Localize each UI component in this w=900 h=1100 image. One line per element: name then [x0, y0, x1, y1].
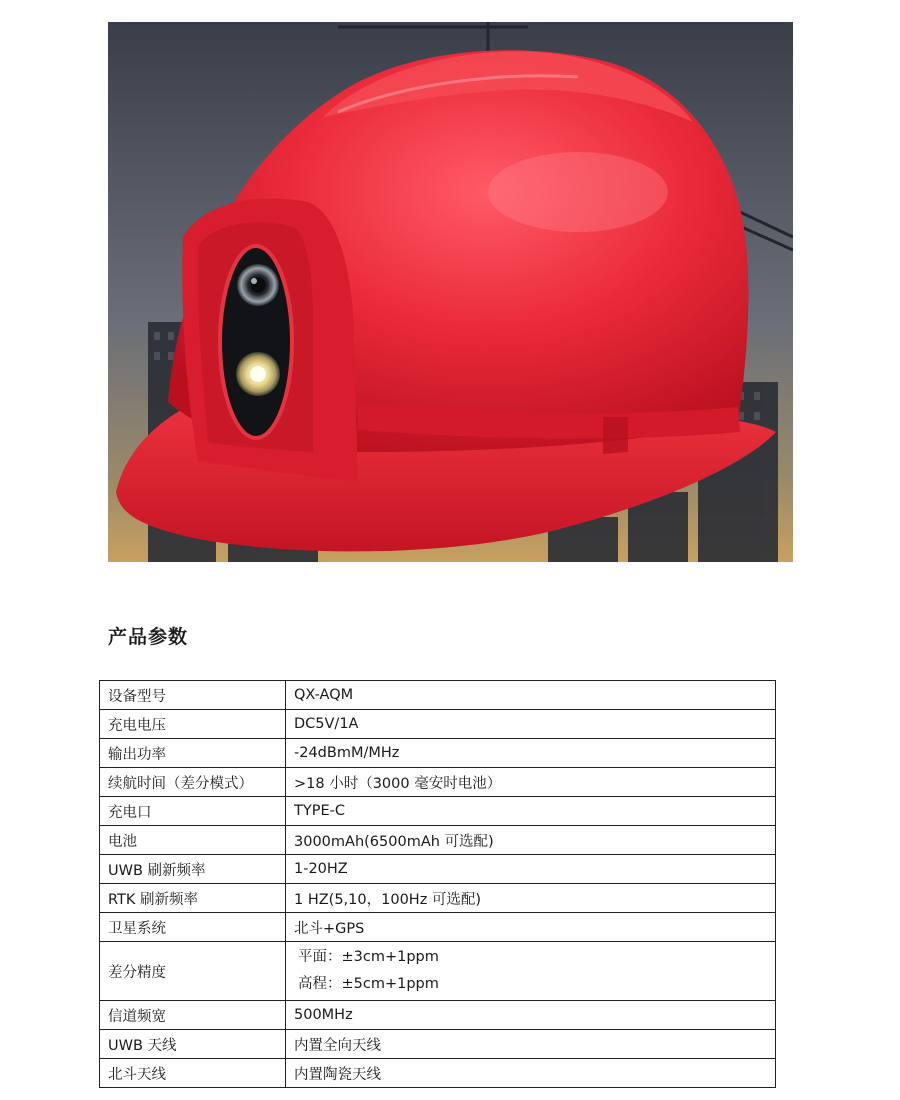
- spec-label: RTK 刷新频率: [100, 884, 286, 913]
- spec-label: 设备型号: [100, 681, 286, 710]
- table-row: [100, 1059, 776, 1088]
- table-row: [100, 942, 776, 1001]
- table-row: [100, 855, 776, 884]
- spec-label: 北斗天线: [100, 1059, 286, 1088]
- spec-value: [286, 942, 776, 1001]
- spec-value: 500MHz: [286, 1001, 776, 1030]
- spec-label: 卫星系统: [100, 913, 286, 942]
- spec-table: [99, 680, 776, 1088]
- table-row: [100, 797, 776, 826]
- spec-value: -24dBmM/MHz: [286, 739, 776, 768]
- spec-value: 内置全向天线: [286, 1030, 776, 1059]
- spec-label: UWB 天线: [100, 1030, 286, 1059]
- table-row: [100, 826, 776, 855]
- table-row: [100, 1030, 776, 1059]
- spec-value: 3000mAh(6500mAh 可选配): [286, 826, 776, 855]
- spec-value: >18 小时（3000 毫安时电池）: [286, 768, 776, 797]
- spec-value: 北斗+GPS: [286, 913, 776, 942]
- spec-label: UWB 刷新频率: [100, 855, 286, 884]
- table-row: [100, 739, 776, 768]
- spec-value: DC5V/1A: [286, 710, 776, 739]
- section-title: 产品参数: [108, 626, 189, 648]
- table-row: [100, 913, 776, 942]
- spec-value: QX-AQM: [286, 681, 776, 710]
- spec-label: 输出功率: [100, 739, 286, 768]
- spec-value: 1 HZ(5,10，100Hz 可选配): [286, 884, 776, 913]
- spec-label: 续航时间（差分模式）: [100, 768, 286, 797]
- spec-label: 信道频宽: [100, 1001, 286, 1030]
- table-row: [100, 768, 776, 797]
- spec-value: TYPE-C: [286, 797, 776, 826]
- table-row: [100, 681, 776, 710]
- spec-label: 电池: [100, 826, 286, 855]
- spec-label: 充电电压: [100, 710, 286, 739]
- spec-label: 充电口: [100, 797, 286, 826]
- spec-label: 差分精度: [100, 942, 286, 1001]
- helmet-product-photo: [108, 22, 793, 562]
- table-row: [100, 710, 776, 739]
- spec-value: 内置陶瓷天线: [286, 1059, 776, 1088]
- spec-value: 1-20HZ: [286, 855, 776, 884]
- spec-value-line: 平面：±3cm+1ppm: [298, 949, 439, 965]
- spec-value-line: 高程：±5cm+1ppm: [298, 976, 439, 992]
- table-row: [100, 884, 776, 913]
- table-row: [100, 1001, 776, 1030]
